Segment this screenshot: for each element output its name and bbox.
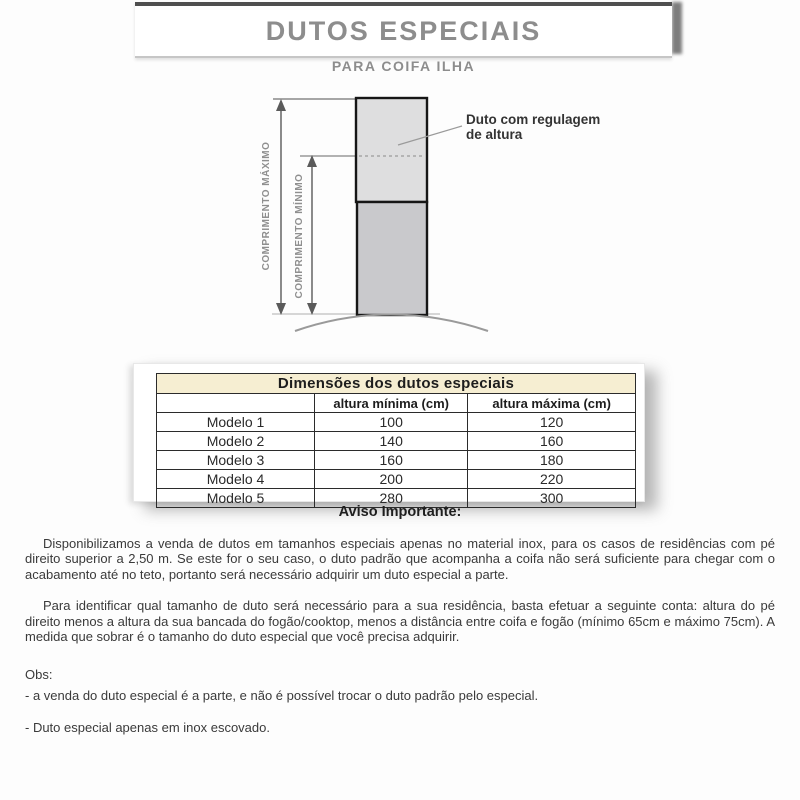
notice-heading: Aviso Importante: xyxy=(338,504,462,520)
table-title: Dimensões dos dutos especiais xyxy=(157,374,636,394)
title-box-shadow xyxy=(672,2,682,54)
table-row xyxy=(157,470,636,489)
title-box xyxy=(135,2,672,58)
table-row xyxy=(157,413,636,432)
duct-upper-section xyxy=(356,98,427,202)
max-height-cell: 120 xyxy=(468,413,636,432)
max-height-cell: 160 xyxy=(468,432,636,451)
notice-section xyxy=(25,505,775,751)
column-header-min-height: altura mínima (cm) xyxy=(315,394,468,413)
table-row xyxy=(157,432,636,451)
page-subtitle: PARA COIFA ILHA xyxy=(331,58,476,74)
obs-item-2: - Duto especial apenas em inox escovado. xyxy=(25,719,270,735)
model-cell: Modelo 1 xyxy=(157,413,315,432)
min-length-label: COMPRIMENTO MÍNIMO xyxy=(294,173,305,299)
model-cell: Modelo 5 xyxy=(157,489,315,508)
max-length-label: COMPRIMENTO MÁXIMO xyxy=(261,141,272,271)
min-height-cell: 160 xyxy=(315,451,468,470)
dimensions-table xyxy=(156,373,636,508)
max-height-cell: 220 xyxy=(468,470,636,489)
table-row xyxy=(157,451,636,470)
model-cell: Modelo 2 xyxy=(157,432,315,451)
column-header-model xyxy=(157,394,315,413)
notice-paragraph-2: Para identificar qual tamanho de duto será necessário para a sua residência, basta efetuar a seguinte conta: altura do pé direito menos a altura da sua bancada do fogão/cooktop, menos a distância entre coifa e fogão (mínimo 65cm e máximo 75cm). A medida que sobrar é o tamanho do duto especial que você precisa adquirir. xyxy=(25,598,775,644)
duct-lower-section xyxy=(357,202,427,315)
duct-label xyxy=(466,112,600,142)
min-height-cell: 280 xyxy=(315,489,468,508)
min-height-cell: 140 xyxy=(315,432,468,451)
notice-paragraph-1: Disponibilizamos a venda de dutos em tamanhos especiais apenas no material inox, para os casos de residências com pé direito superior a 2,50 m. Se este for o seu caso, o duto padrão que acompanha a coifa não será suficiente para chegar com o acabamento até no teto, portanto será necessário adquirir um duto especial a parte. xyxy=(25,535,775,582)
model-cell: Modelo 3 xyxy=(157,451,315,470)
duct-label-line1: Duto com regulagem xyxy=(466,112,601,127)
page-title: DUTOS ESPECIAIS xyxy=(265,15,542,46)
table-header-row xyxy=(157,394,636,413)
max-length-arrow xyxy=(276,99,286,315)
max-height-cell: 300 xyxy=(468,489,636,508)
min-length-arrow xyxy=(307,155,317,315)
dimensions-card xyxy=(133,363,645,506)
obs-item-1: - a venda do duto especial é a parte, e não é possível trocar o duto padrão pelo especial. xyxy=(25,688,539,703)
hood-curve xyxy=(295,315,488,332)
model-cell: Modelo 4 xyxy=(157,470,315,489)
duct-label-line2: de altura xyxy=(466,127,523,142)
table-title-row xyxy=(157,374,636,394)
column-header-max-height: altura máxima (cm) xyxy=(468,394,636,413)
max-height-cell: 180 xyxy=(468,451,636,470)
min-height-cell: 100 xyxy=(315,413,468,432)
obs-label: Obs: xyxy=(25,666,53,682)
min-height-cell: 200 xyxy=(315,470,468,489)
